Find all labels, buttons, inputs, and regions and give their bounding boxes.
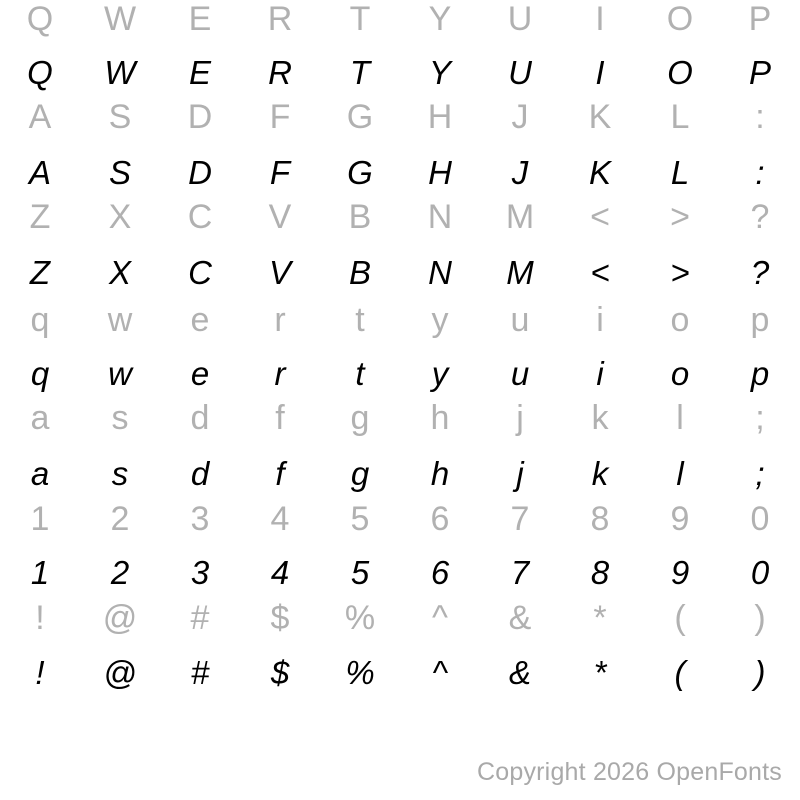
reference-glyph: i [596, 301, 604, 339]
sample-glyph: R [268, 54, 292, 91]
reference-glyph: F [269, 98, 291, 136]
reference-glyph: q [30, 301, 50, 339]
sample-char-row [0, 556, 800, 589]
sample-glyph: Q [27, 54, 53, 91]
reference-glyph: A [28, 98, 52, 136]
sample-glyph: l [676, 455, 684, 492]
sample-glyph: % [345, 654, 375, 691]
sample-char-row [0, 56, 800, 89]
sample-char-row [0, 156, 800, 189]
sample-glyph: @ [103, 654, 137, 691]
sample-glyph: w [108, 355, 132, 392]
sample-glyph: 9 [670, 554, 690, 591]
reference-glyph: E [188, 0, 212, 38]
sample-glyph: ( [674, 654, 686, 691]
sample-glyph: j [516, 455, 524, 492]
sample-glyph: A [28, 154, 51, 191]
reference-glyph: p [750, 301, 770, 339]
sample-glyph: 3 [190, 554, 210, 591]
reference-glyph: R [267, 0, 293, 38]
reference-glyph: d [190, 399, 210, 437]
reference-glyph: M [505, 198, 535, 236]
sample-glyph: ! [35, 654, 45, 691]
sample-glyph: C [188, 254, 212, 291]
reference-glyph: u [510, 301, 530, 339]
reference-glyph: L [670, 98, 690, 136]
sample-glyph: G [347, 154, 373, 191]
sample-glyph: e [190, 355, 210, 392]
sample-glyph: 4 [270, 554, 290, 591]
sample-glyph: U [508, 54, 532, 91]
reference-glyph: 0 [750, 500, 770, 538]
reference-glyph: # [190, 599, 210, 637]
sample-glyph: 2 [110, 554, 130, 591]
sample-glyph: O [667, 54, 693, 91]
sample-glyph: V [268, 254, 291, 291]
sample-glyph: 0 [750, 554, 770, 591]
sample-glyph: ? [750, 254, 770, 291]
sample-glyph: T [349, 54, 371, 91]
sample-glyph: 1 [30, 554, 50, 591]
reference-glyph: w [107, 301, 133, 339]
sample-glyph: J [511, 154, 529, 191]
sample-glyph: ) [754, 654, 766, 691]
reference-char-row [0, 502, 800, 536]
sample-glyph: 6 [430, 554, 450, 591]
sample-glyph: P [748, 54, 771, 91]
reference-glyph: l [676, 399, 684, 437]
sample-glyph: $ [270, 654, 290, 691]
reference-glyph: K [588, 98, 612, 136]
reference-char-row [0, 303, 800, 337]
reference-glyph: 2 [110, 500, 130, 538]
reference-glyph: g [350, 399, 370, 437]
sample-glyph: i [596, 355, 604, 392]
reference-glyph: > [670, 198, 690, 236]
sample-glyph: & [508, 654, 531, 691]
sample-glyph: L [670, 154, 690, 191]
sample-glyph: # [190, 654, 210, 691]
sample-glyph: > [670, 254, 690, 291]
reference-glyph: H [427, 98, 453, 136]
sample-char-row [0, 457, 800, 490]
reference-char-row [0, 601, 800, 635]
reference-glyph: e [190, 301, 210, 339]
sample-char-row [0, 256, 800, 289]
sample-glyph: S [108, 154, 131, 191]
reference-glyph: 3 [190, 500, 210, 538]
reference-glyph: G [346, 98, 374, 136]
reference-glyph: W [103, 0, 137, 38]
reference-glyph: ) [754, 599, 766, 637]
sample-glyph: 8 [590, 554, 610, 591]
sample-glyph: X [108, 254, 131, 291]
sample-glyph: q [30, 355, 50, 392]
sample-glyph: a [30, 455, 50, 492]
reference-glyph: % [344, 599, 376, 637]
sample-glyph: N [428, 254, 452, 291]
reference-glyph: T [349, 0, 371, 38]
sample-glyph: f [275, 455, 285, 492]
sample-glyph: I [595, 54, 605, 91]
reference-glyph: : [755, 98, 765, 136]
sample-glyph: B [348, 254, 371, 291]
reference-glyph: a [30, 399, 50, 437]
sample-glyph: K [588, 154, 611, 191]
reference-glyph: y [431, 301, 449, 339]
copyright-text: Copyright 2026 OpenFonts [477, 758, 782, 786]
reference-char-row [0, 401, 800, 435]
reference-glyph: 7 [510, 500, 530, 538]
reference-glyph: h [430, 399, 450, 437]
reference-glyph: ^ [432, 599, 448, 637]
reference-glyph: 9 [670, 500, 690, 538]
reference-glyph: D [187, 98, 213, 136]
reference-glyph: 5 [350, 500, 370, 538]
sample-glyph: k [591, 455, 609, 492]
reference-glyph: Z [29, 198, 51, 236]
sample-glyph: W [104, 54, 136, 91]
reference-glyph: ! [35, 599, 45, 637]
sample-char-row [0, 357, 800, 390]
reference-char-row [0, 200, 800, 234]
sample-glyph: * [593, 654, 607, 691]
sample-glyph: < [590, 254, 610, 291]
sample-glyph: ^ [432, 654, 448, 691]
reference-glyph: U [507, 0, 533, 38]
reference-glyph: f [275, 399, 285, 437]
sample-glyph: Z [29, 254, 51, 291]
reference-glyph: C [187, 198, 213, 236]
reference-glyph: s [111, 399, 129, 437]
reference-glyph: < [590, 198, 610, 236]
reference-glyph: 6 [430, 500, 450, 538]
reference-glyph: P [748, 0, 772, 38]
reference-glyph: V [268, 198, 292, 236]
reference-glyph: S [108, 98, 132, 136]
reference-glyph: ? [750, 198, 770, 236]
sample-glyph: g [350, 455, 370, 492]
reference-glyph: r [274, 301, 286, 339]
sample-char-row [0, 656, 800, 689]
sample-glyph: 7 [510, 554, 530, 591]
reference-glyph: & [508, 599, 532, 637]
reference-glyph: Y [428, 0, 452, 38]
sample-glyph: E [188, 54, 211, 91]
reference-glyph: o [670, 301, 690, 339]
sample-glyph: o [670, 355, 690, 392]
reference-glyph: X [108, 198, 132, 236]
reference-glyph: Q [26, 0, 54, 38]
sample-glyph: ; [755, 455, 765, 492]
reference-glyph: 8 [590, 500, 610, 538]
reference-glyph: * [593, 599, 607, 637]
reference-glyph: $ [270, 599, 290, 637]
sample-glyph: d [190, 455, 210, 492]
reference-glyph: @ [102, 599, 138, 637]
sample-glyph: M [506, 254, 534, 291]
reference-glyph: j [516, 399, 524, 437]
sample-glyph: Y [428, 54, 451, 91]
sample-glyph: : [755, 154, 765, 191]
reference-glyph: J [511, 98, 529, 136]
reference-glyph: I [595, 0, 605, 38]
reference-glyph: B [348, 198, 372, 236]
sample-glyph: 5 [350, 554, 370, 591]
reference-glyph: ( [674, 599, 686, 637]
reference-glyph: N [427, 198, 453, 236]
reference-glyph: 1 [30, 500, 50, 538]
sample-glyph: H [428, 154, 452, 191]
reference-char-row [0, 2, 800, 36]
sample-glyph: D [188, 154, 212, 191]
reference-glyph: ; [755, 399, 765, 437]
sample-glyph: F [269, 154, 291, 191]
reference-glyph: 4 [270, 500, 290, 538]
sample-glyph: s [111, 455, 129, 492]
sample-glyph: t [355, 355, 365, 392]
sample-glyph: y [431, 355, 449, 392]
reference-char-row [0, 100, 800, 134]
reference-glyph: O [666, 0, 694, 38]
sample-glyph: h [430, 455, 450, 492]
sample-glyph: u [510, 355, 530, 392]
reference-glyph: t [355, 301, 365, 339]
sample-glyph: p [750, 355, 770, 392]
reference-glyph: k [591, 399, 609, 437]
sample-glyph: r [274, 355, 286, 392]
